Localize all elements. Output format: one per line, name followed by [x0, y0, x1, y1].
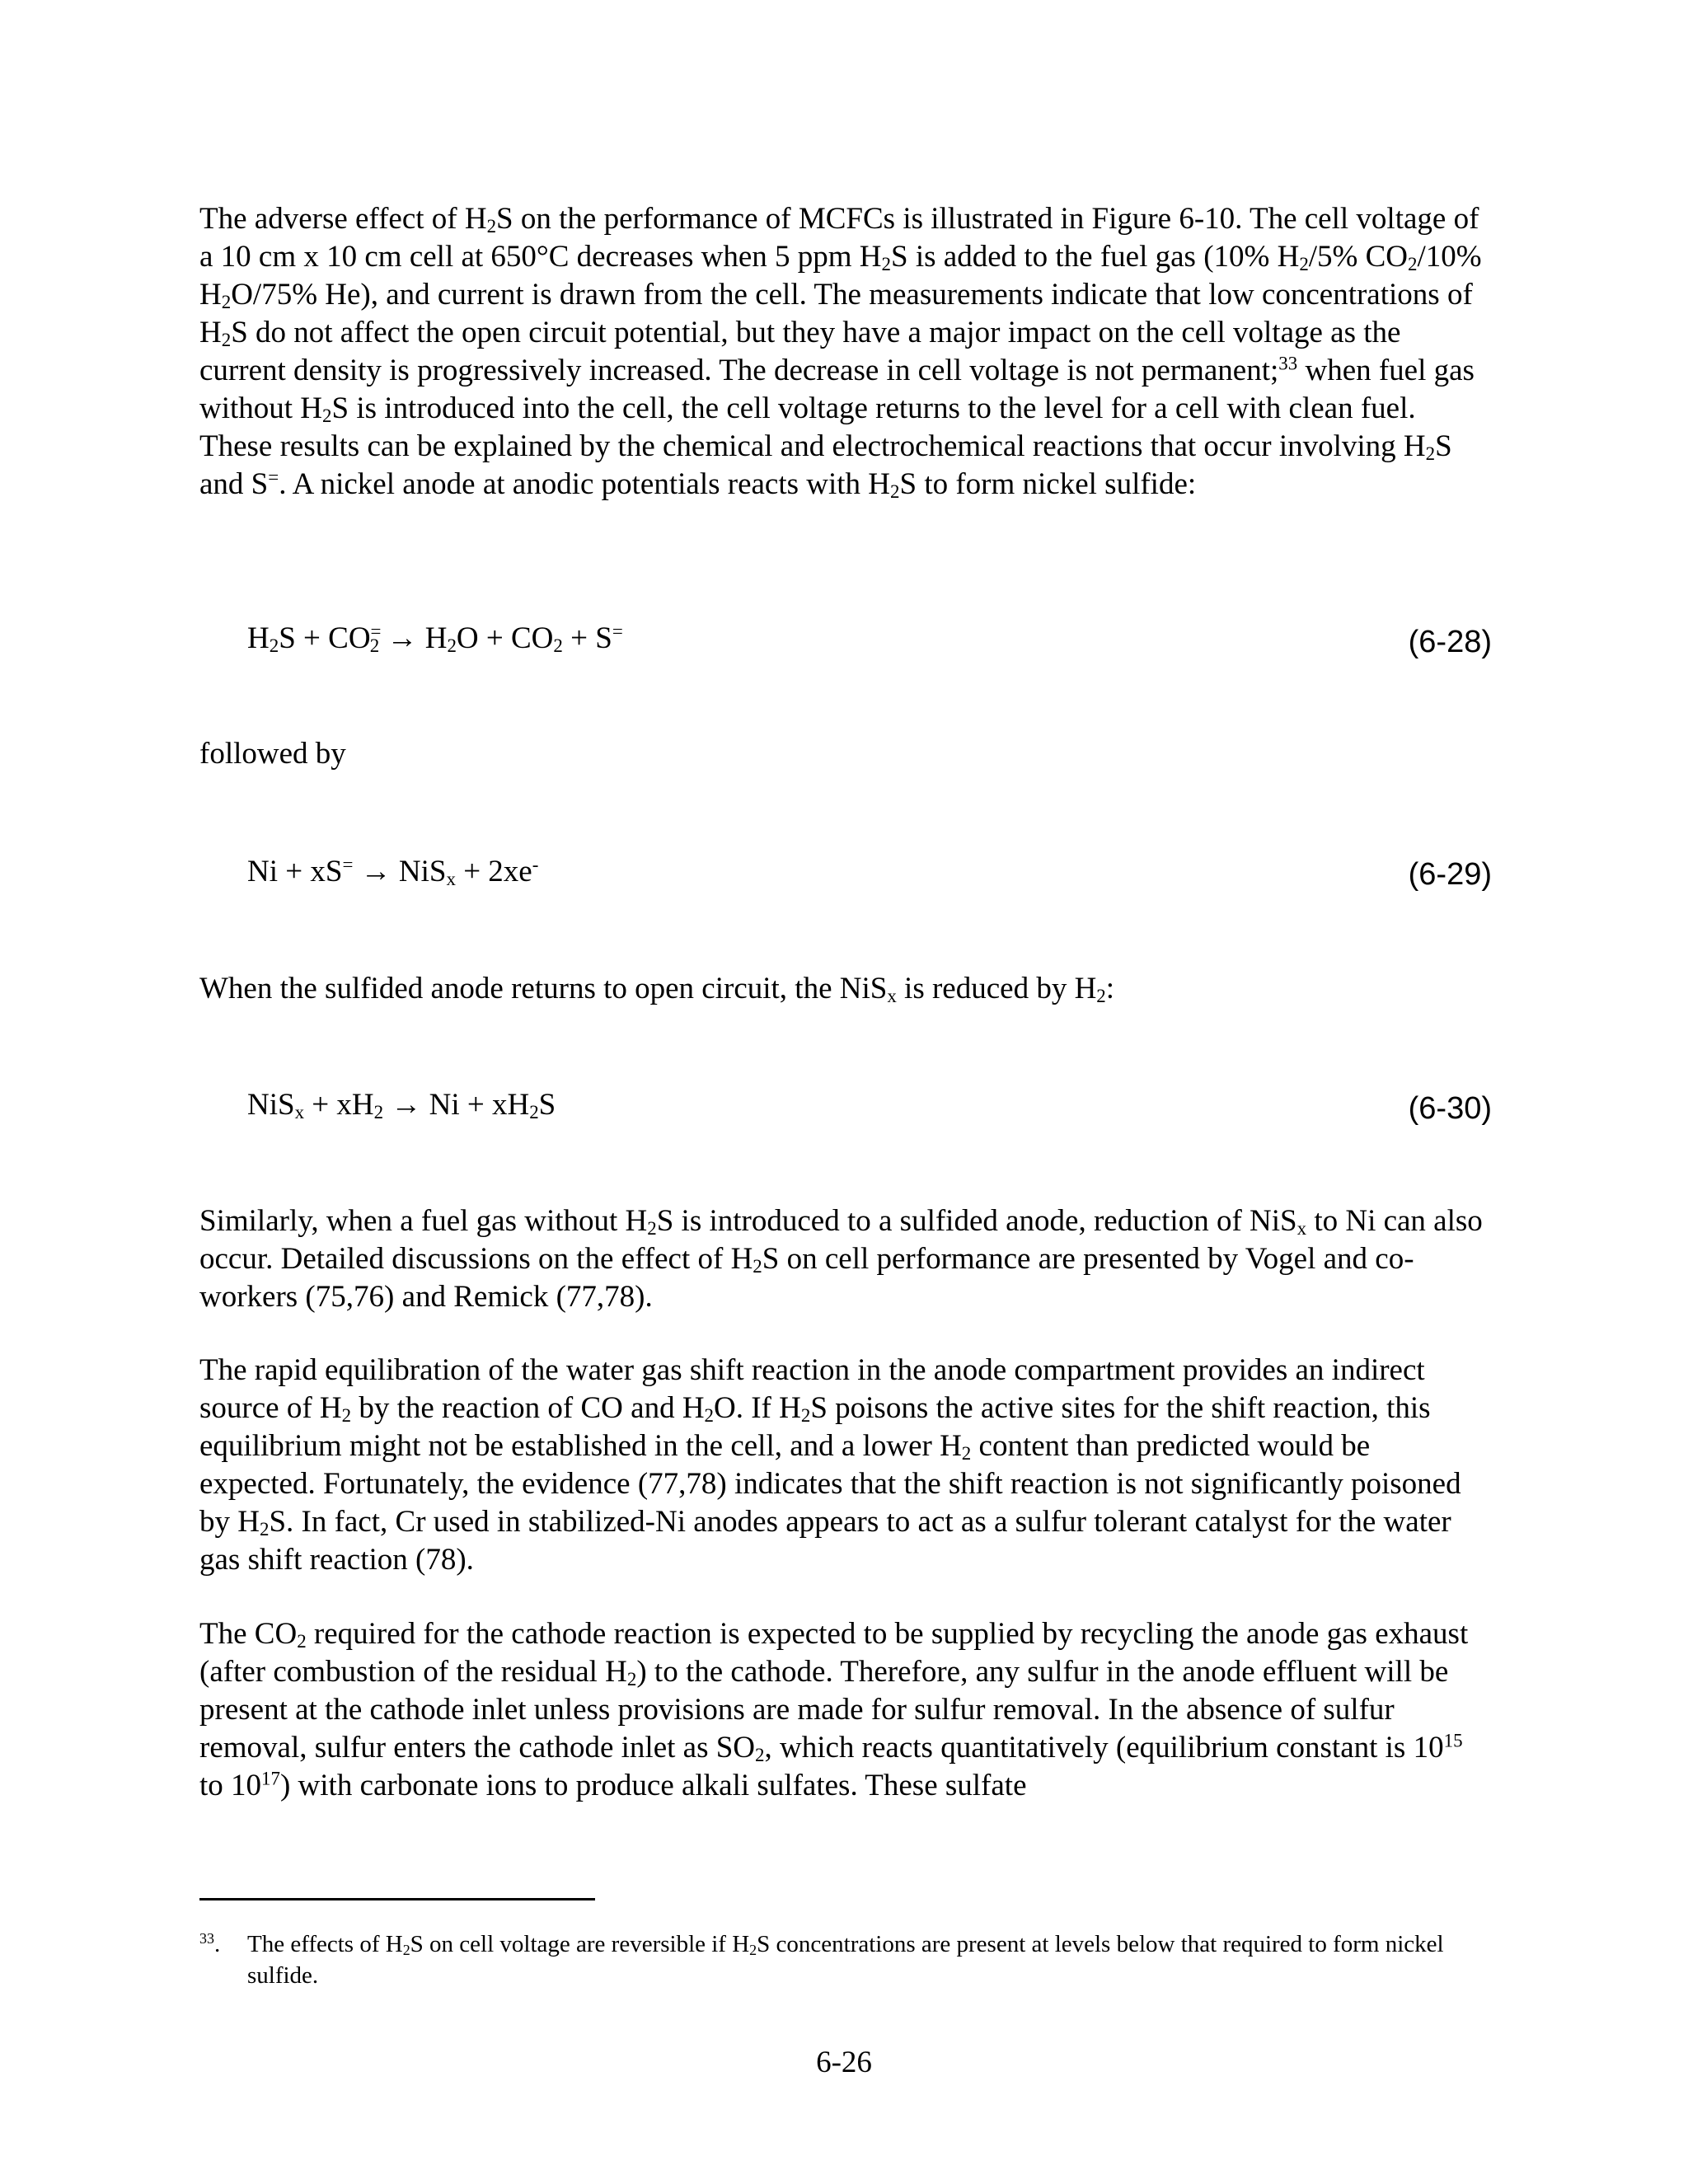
paragraph-followed-by: followed by	[199, 737, 346, 771]
footnote-divider	[199, 1898, 595, 1900]
paragraph-co2-cathode: The $CO_2$ required for the cathode reaction is expected to be supplied by recycling the anode gas exhaust (after combustion of the residual $H_2$) to the cathode. Therefore, any sulfur in the anode effluent will be present at the cathode inlet unless provisions are made for sulfur removal. In the absence of sulfur removal, sulfur enters the cathode inlet as $SO_2$, which reacts quantitatively (equilibrium constant is $10^{15}$ to $10^{17}$) with carbonate ions to produce alkali sulfates. These sulfate	[199, 1617, 1469, 1802]
paragraph-water-gas-shift: The rapid equilibration of the water gas shift reaction in the anode compartment provides an indirect source of $H_2$ by the reaction of CO and $H_2O$. If $H_2S$ poisons the active sites for the shift reaction, this equilibrium might not be established in the cell, and a lower $H_2$ content than predicted would be expected. Fortunately, the evidence (77,78) indicates that the shift reaction is not significantly poisoned by $H_2S$. In fact, Cr used in stabilized-Ni anodes appears to act as a sulfur tolerant catalyst for the water gas shift reaction (78).	[199, 1353, 1461, 1577]
footnote-text: The effects of $H_2S$ on cell voltage are reversible if $H_2S$ concentrations are present at levels below that required to form nickel sulfide.	[247, 1931, 1444, 1989]
equation-6-28: $H_2S + CO^=_2 \to H_2O + CO_2 + S^=$	[247, 621, 623, 657]
footnote-reference: 33	[1278, 353, 1298, 374]
equation-number-6-30: (6-30)	[1408, 1091, 1492, 1126]
paragraph-h2s-effect: The adverse effect of $H_2S$ on the performance of MCFCs is illustrated in Figure 6-10. The cell voltage of a 10 cm x 10 cm cell at 650°C decreases when 5 ppm $H_2S$ is added to the fuel gas (10% $H_2/5\%$ $CO_2/10\%$ $H_2O/75\%$ He), and current is drawn from the cell. The measurements indicate that low concentrations of $H_2S$ do not affect the open circuit potential, but they have a major impact on the cell voltage as the current density is progressively increased. The decrease in cell voltage is not permanent;$^{33}$ when fuel gas without $H_2S$ is introduced into the cell, the cell voltage returns to the level for a cell with clean fuel. These results can be explained by the chemical and electrochemical reactions that occur involving $H_2S$ and S=. A nickel anode at anodic potentials reacts with $H_2S$ to form nickel sulfide:	[199, 202, 1482, 503]
equation-6-30: $NiS_x + xH_2 \to Ni + xH_2S$	[247, 1088, 556, 1123]
page-number: 6-26	[816, 2046, 872, 2079]
paragraph-sulfided-anode: Similarly, when a fuel gas without $H_2S$ is introduced to a sulfided anode, reduction of NiS$_x$ to Ni can also occur. Detailed discussions on the effect of $H_2S$ on cell performance are presented by Vogel and co-workers (75,76) and Remick (77,78).	[199, 1204, 1483, 1314]
equation-number-6-29: (6-29)	[1408, 857, 1492, 892]
equation-number-6-28: (6-28)	[1408, 625, 1492, 659]
footnote-marker: $^{33}$.	[199, 1930, 221, 1957]
equation-6-29: Ni + xS= → NiS$_x$ + 2xe-	[247, 854, 539, 890]
paragraph-open-circuit: When the sulfided anode returns to open circuit, the NiS$_x$ is reduced by $H_2$:	[199, 972, 1115, 1007]
footnote	[199, 1929, 1485, 1991]
